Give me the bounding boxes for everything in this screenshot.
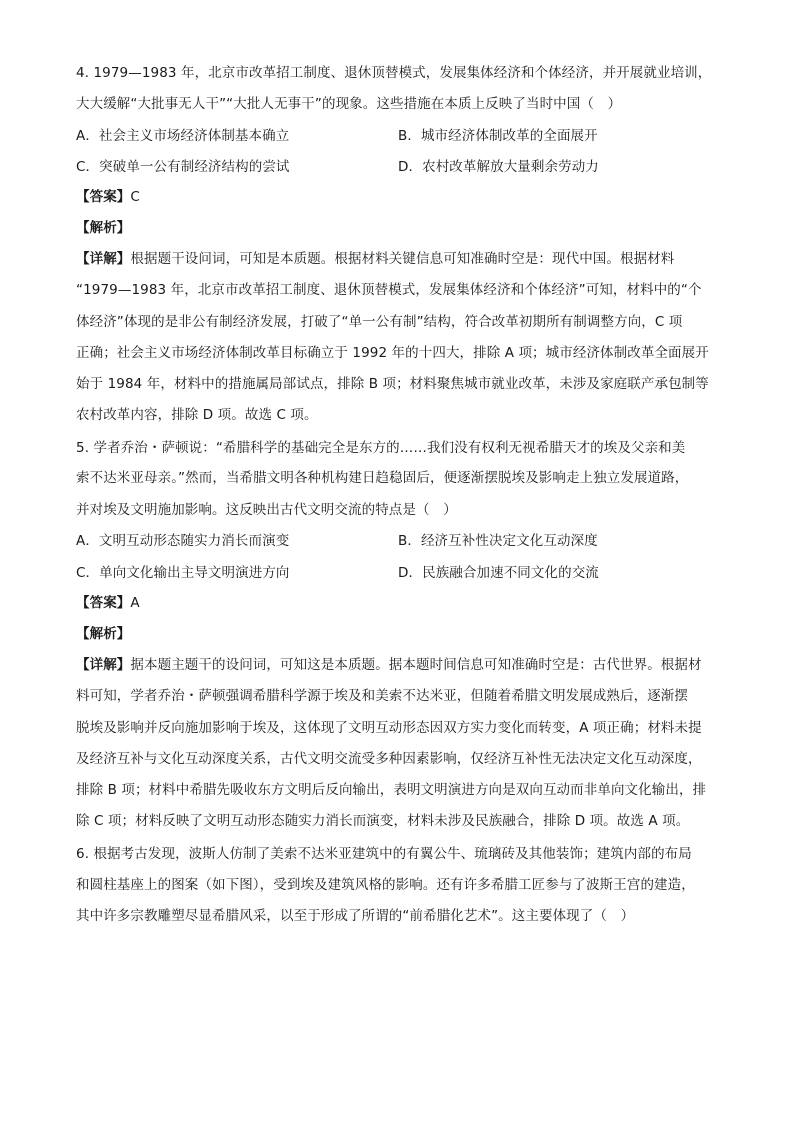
analysis-tag: 【解析】 bbox=[76, 626, 131, 642]
q4-detail-line-3: 体经济”体现的是非公有制经济发展，打破了“单一公有制”结构，符合改革初期所有制调整方向，C 项 bbox=[76, 314, 683, 330]
q5-option-a: A．文明互动形态随实力消长而演变 bbox=[76, 533, 290, 549]
analysis-tag: 【解析】 bbox=[76, 220, 131, 236]
q4-option-a: A．社会主义市场经济体制基本确立 bbox=[76, 128, 290, 144]
detail-text: 根据题干设问词，可知是本质题。根据材料关键信息可知准确时空是：现代中国。根据材料 bbox=[130, 251, 675, 267]
answer-value: A bbox=[130, 595, 140, 611]
q4-detail-line-2: “1979—1983 年，北京市改革招工制度、退休顶替模式，发展集体经济和个体经济”可知，材料中的“个 bbox=[76, 282, 702, 298]
q5-stem-line-3: 并对埃及文明施加影响。这反映出古代文明交流的特点是（ ） bbox=[76, 502, 457, 518]
q5-detail-line-4: 及经济互补与文化互动深度关系，古代文明交流受多种因素影响，仅经济互补性无法决定文化互动深度， bbox=[76, 751, 702, 767]
q4-detail-line-5: 始于 1984 年，材料中的措施属局部试点，排除 B 项；材料聚焦城市就业改革，未涉及家庭联产承包制等 bbox=[76, 376, 709, 392]
q4-stem-line-2: 大大缓解“大批事无人干”“大批人无事干”的现象。这些措施在本质上反映了当时中国（ ） bbox=[76, 96, 622, 112]
q6-stem-line-3: 其中许多宗教雕塑尽显希腊风采，以至于形成了所谓的“前希腊化艺术”。这主要体现了（ ） bbox=[76, 908, 635, 924]
detail-text: 据本题主题干的设问词，可知这是本质题。据本题时间信息可知准确时空是：古代世界。根据材 bbox=[130, 657, 702, 673]
q4-option-d: D．农村改革解放大量剩余劳动力 bbox=[398, 159, 599, 175]
q6-stem-line-2: 和圆柱基座上的图案（如下图），受到埃及建筑风格的影响。还有许多希腊工匠参与了波斯王宫的建造， bbox=[76, 877, 695, 893]
q5-option-b: B．经济互补性决定文化互动深度 bbox=[398, 533, 598, 549]
q5-stem-line-1: 5. 学者乔治・萨顿说：“希腊科学的基础完全是东方的……我们没有权利无视希腊天才的埃及父亲和美 bbox=[76, 440, 686, 456]
q5-option-c: C．单向文化输出主导文明演进方向 bbox=[76, 565, 290, 581]
q5-option-d: D．民族融合加速不同文化的交流 bbox=[398, 565, 599, 581]
q5-detail-line-5: 排除 B 项；材料中希腊先吸收东方文明后反向输出，表明文明演进方向是双向互动而非单向文化输出，排 bbox=[76, 782, 707, 798]
q4-analysis-tag bbox=[76, 219, 130, 237]
q5-analysis-tag bbox=[76, 625, 130, 643]
q6-stem-line-1: 6. 根据考古发现，波斯人仿制了美索不达米亚建筑中的有翼公牛、琉璃砖及其他装饰；建筑内部的布局 bbox=[76, 846, 692, 862]
q5-detail-line-6: 除 C 项；材料反映了文明互动形态随实力消长而演变，材料未涉及民族融合，排除 D 项。故选 A 项。 bbox=[76, 813, 690, 829]
q4-detail-line-6: 农村改革内容，排除 D 项。故选 C 项。 bbox=[76, 407, 318, 423]
q5-answer bbox=[76, 594, 140, 612]
answer-value: C bbox=[130, 189, 140, 205]
q4-answer bbox=[76, 188, 140, 206]
q4-stem-line-1: 4. 1979—1983 年，北京市改革招工制度、退休顶替模式，发展集体经济和个体经济，并开展就业培训， bbox=[76, 65, 712, 81]
q4-option-b: B．城市经济体制改革的全面展开 bbox=[398, 128, 598, 144]
q4-option-c: C．突破单一公有制经济结构的尝试 bbox=[76, 159, 290, 175]
detail-tag: 【详解】 bbox=[76, 657, 131, 673]
detail-tag: 【详解】 bbox=[76, 251, 131, 267]
q5-detail-line-2: 料可知，学者乔治・萨顿强调希腊科学源于埃及和美索不达米亚，但随着希腊文明发展成熟后，逐渐摆 bbox=[76, 688, 688, 704]
answer-tag: 【答案】 bbox=[76, 189, 131, 205]
answer-tag: 【答案】 bbox=[76, 595, 131, 611]
q5-detail-line-1 bbox=[76, 656, 702, 674]
q5-detail-line-3: 脱埃及影响并反向施加影响于埃及，这体现了文明互动形态因双方实力变化而转变，A 项正确；材料未提 bbox=[76, 720, 702, 736]
q4-detail-line-1 bbox=[76, 250, 674, 268]
q5-stem-line-2: 索不达米亚母亲。”然而，当希腊文明各种机构建日趋稳固后，便逐渐摆脱埃及影响走上独立发展道路， bbox=[76, 470, 689, 486]
q4-detail-line-4: 正确；社会主义市场经济体制改革目标确立于 1992 年的十四大，排除 A 项；城市经济体制改革全面展开 bbox=[76, 345, 709, 361]
